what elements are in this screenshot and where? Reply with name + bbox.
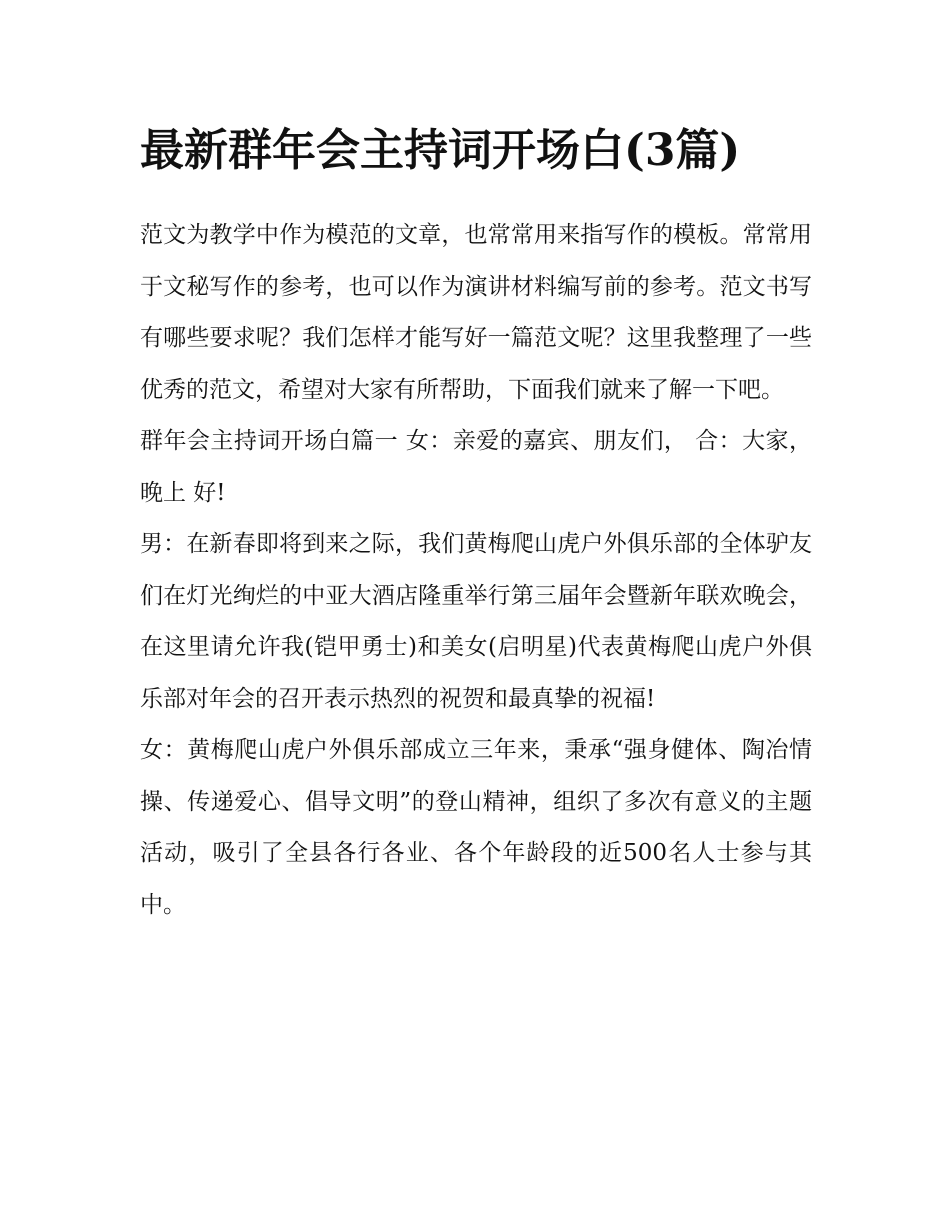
intro-paragraph: 范文为教学中作为模范的文章，也常常用来指写作的模板。常常用于文秘写作的参考，也可以作为演讲材料编写前的参考。范文书写有哪些要求呢？我们怎样才能写好一篇范文呢？这里我整理了一些优秀的范文，希望对大家有所帮助，下面我们就来了解一下吧。 [140, 222, 812, 403]
document-title: 最新群年会主持词开场白(3篇) [140, 125, 741, 176]
female-host-paragraph: 女：黄梅爬山虎户外俱乐部成立三年来，秉承“强身健体、陶冶情操、传递爱心、倡导文明”的登山精神，组织了多次有意义的主题活动，吸引了全县各行各业、各个年龄段的近500名人士参与其中。 [140, 737, 812, 918]
male-host-paragraph: 男：在新春即将到来之际，我们黄梅爬山虎户外俱乐部的全体驴友们在灯光绚烂的中亚大酒店隆重举行第三届年会暨新年联欢晚会，在这里请允许我(铠甲勇士)和美女(启明星)代表黄梅爬山虎户外俱乐部对年会的召开表示热烈的祝贺和最真挚的祝福! [140, 531, 812, 712]
opening-line-paragraph: 群年会主持词开场白篇一 女：亲爱的嘉宾、朋友们， 合：大家，晚上 好! [140, 428, 812, 506]
document-body [140, 112, 812, 931]
